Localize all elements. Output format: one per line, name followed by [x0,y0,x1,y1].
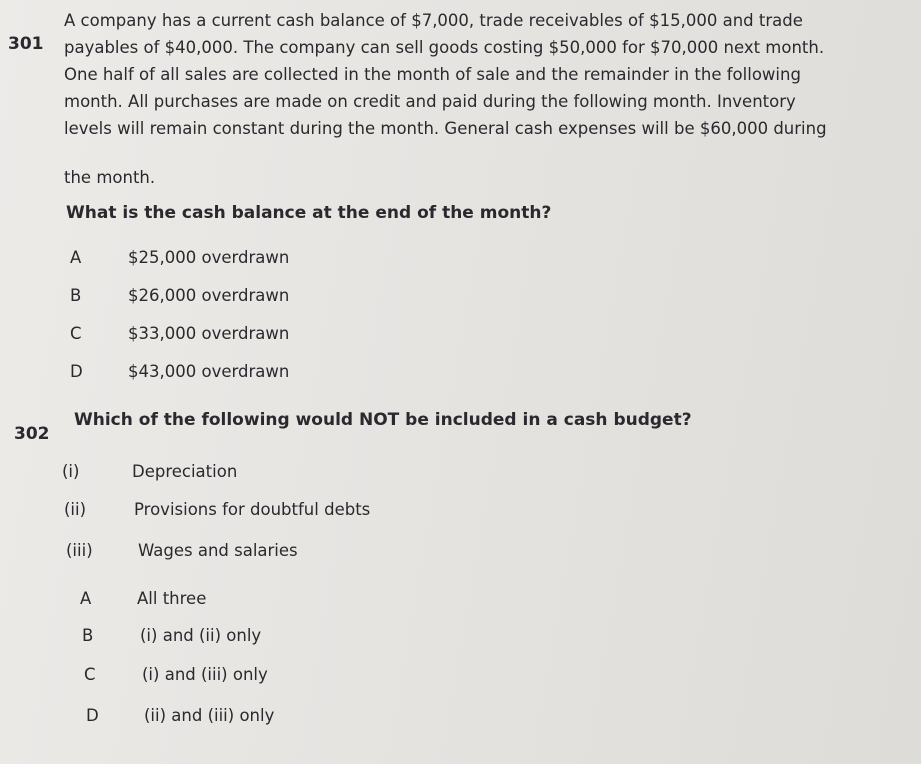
option-letter: B [70,286,82,305]
statement-text: Wages and salaries [138,541,298,560]
statement-label: (i) [62,462,80,481]
option-letter: C [70,324,82,343]
question-number: 302 [14,424,50,444]
question-number: 301 [8,34,44,54]
question-scenario-line: payables of $40,000. The company can sell goods costing $50,000 for $70,000 next month. [64,38,825,57]
question-scenario-line: A company has a current cash balance of $7,000, trade receivables of $15,000 and trade [64,11,803,30]
option-letter: D [70,362,83,381]
question-scenario-line: levels will remain constant during the month. General cash expenses will be $60,000 during [64,119,827,138]
statement-label: (ii) [64,500,87,519]
option-text: (i) and (ii) only [140,626,262,645]
question-scenario-line: month. All purchases are made on credit and paid during the following month. Inventory [64,92,796,111]
option-letter: A [80,589,92,608]
question-scenario-line: One half of all sales are collected in the month of sale and the remainder in the following [64,65,801,84]
option-text: $33,000 overdrawn [128,324,290,343]
option-letter: A [70,248,82,267]
option-text: $26,000 overdrawn [128,286,290,305]
question-prompt: Which of the following would NOT be included in a cash budget? [74,410,692,430]
statement-text: Depreciation [132,462,238,481]
question-scenario-line: the month. [64,168,156,187]
statement-label: (iii) [66,541,93,560]
option-text: $43,000 overdrawn [128,362,290,381]
option-letter: D [86,706,99,725]
option-letter: C [84,665,96,684]
question-prompt: What is the cash balance at the end of the month? [66,203,552,223]
statement-text: Provisions for doubtful debts [134,500,371,519]
option-text: All three [137,589,207,608]
option-text: $25,000 overdrawn [128,248,290,267]
option-letter: B [82,626,94,645]
option-text: (ii) and (iii) only [144,706,275,725]
option-text: (i) and (iii) only [142,665,268,684]
